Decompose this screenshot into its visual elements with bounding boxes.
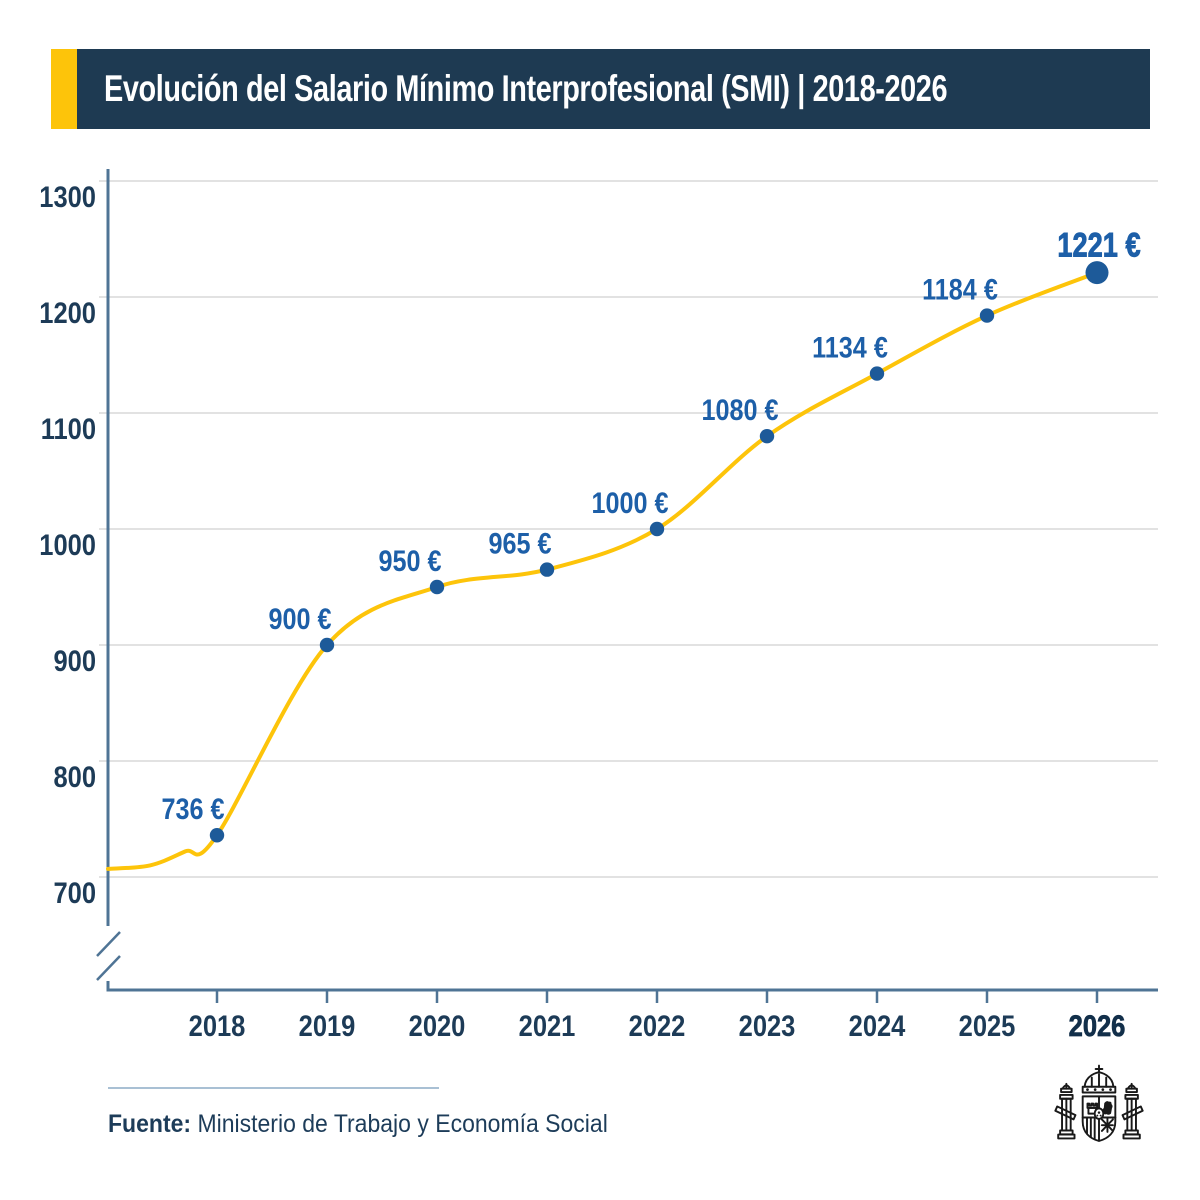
x-tick-label-2026: 2026 xyxy=(1068,1009,1126,1043)
data-point-2026 xyxy=(1086,261,1109,284)
x-tick-label-2024: 2024 xyxy=(848,1009,906,1043)
data-point-2023 xyxy=(760,429,774,443)
point-label-2019: 900 € xyxy=(268,601,332,636)
x-tick-label-2020: 2020 xyxy=(408,1009,466,1043)
point-label-2021: 965 € xyxy=(488,526,552,561)
axis-break-slash-1 xyxy=(97,932,120,956)
smi-line xyxy=(108,273,1097,869)
source-value: Ministerio de Trabajo y Economía Social xyxy=(197,1110,608,1138)
point-label-2022: 1000 € xyxy=(591,485,669,520)
point-label-2024: 1134 € xyxy=(812,330,888,365)
source-label: Fuente: xyxy=(108,1110,192,1138)
data-point-2022 xyxy=(650,522,664,536)
data-point-2019 xyxy=(320,638,334,652)
y-tick-label-900: 900 xyxy=(53,644,96,678)
y-tick-label-800: 800 xyxy=(53,760,96,794)
y-tick-label-1300: 1300 xyxy=(39,180,96,214)
point-label-2026: 1221 € xyxy=(1057,225,1141,265)
left-pillar-icon xyxy=(1055,1084,1075,1139)
x-tick-label-2022: 2022 xyxy=(628,1009,686,1043)
point-label-2025: 1184 € xyxy=(922,272,998,307)
data-point-2025 xyxy=(980,308,994,322)
y-tick-label-1100: 1100 xyxy=(40,412,96,446)
y-tick-label-700: 700 xyxy=(53,876,96,910)
point-label-2023: 1080 € xyxy=(701,393,779,427)
x-tick-label-2025: 2025 xyxy=(958,1009,1016,1043)
y-tick-label-1200: 1200 xyxy=(39,296,96,330)
axis-break-slash-2 xyxy=(97,956,120,980)
shield-icon xyxy=(1083,1096,1116,1141)
x-tick-label-2018: 2018 xyxy=(188,1009,246,1043)
spain-coat-of-arms-logo xyxy=(1051,1059,1147,1151)
point-label-2018: 736 € xyxy=(161,792,225,826)
data-point-2018 xyxy=(210,828,224,842)
y-tick-label-1000: 1000 xyxy=(39,528,96,562)
source-text xyxy=(108,1110,608,1139)
chart-title: Evolución del Salario Mínimo Interprofesional (SMI) | 2018-2026 xyxy=(104,68,948,109)
data-point-2024 xyxy=(870,366,884,380)
crown-icon xyxy=(1083,1066,1116,1093)
data-point-2020 xyxy=(430,580,444,594)
source-divider xyxy=(108,1087,439,1089)
x-tick-label-2023: 2023 xyxy=(738,1009,796,1043)
x-tick-label-2021: 2021 xyxy=(518,1009,576,1043)
data-point-2021 xyxy=(540,562,554,576)
x-tick-label-2019: 2019 xyxy=(298,1009,356,1043)
point-label-2020: 950 € xyxy=(378,543,442,578)
right-pillar-icon xyxy=(1123,1084,1143,1139)
